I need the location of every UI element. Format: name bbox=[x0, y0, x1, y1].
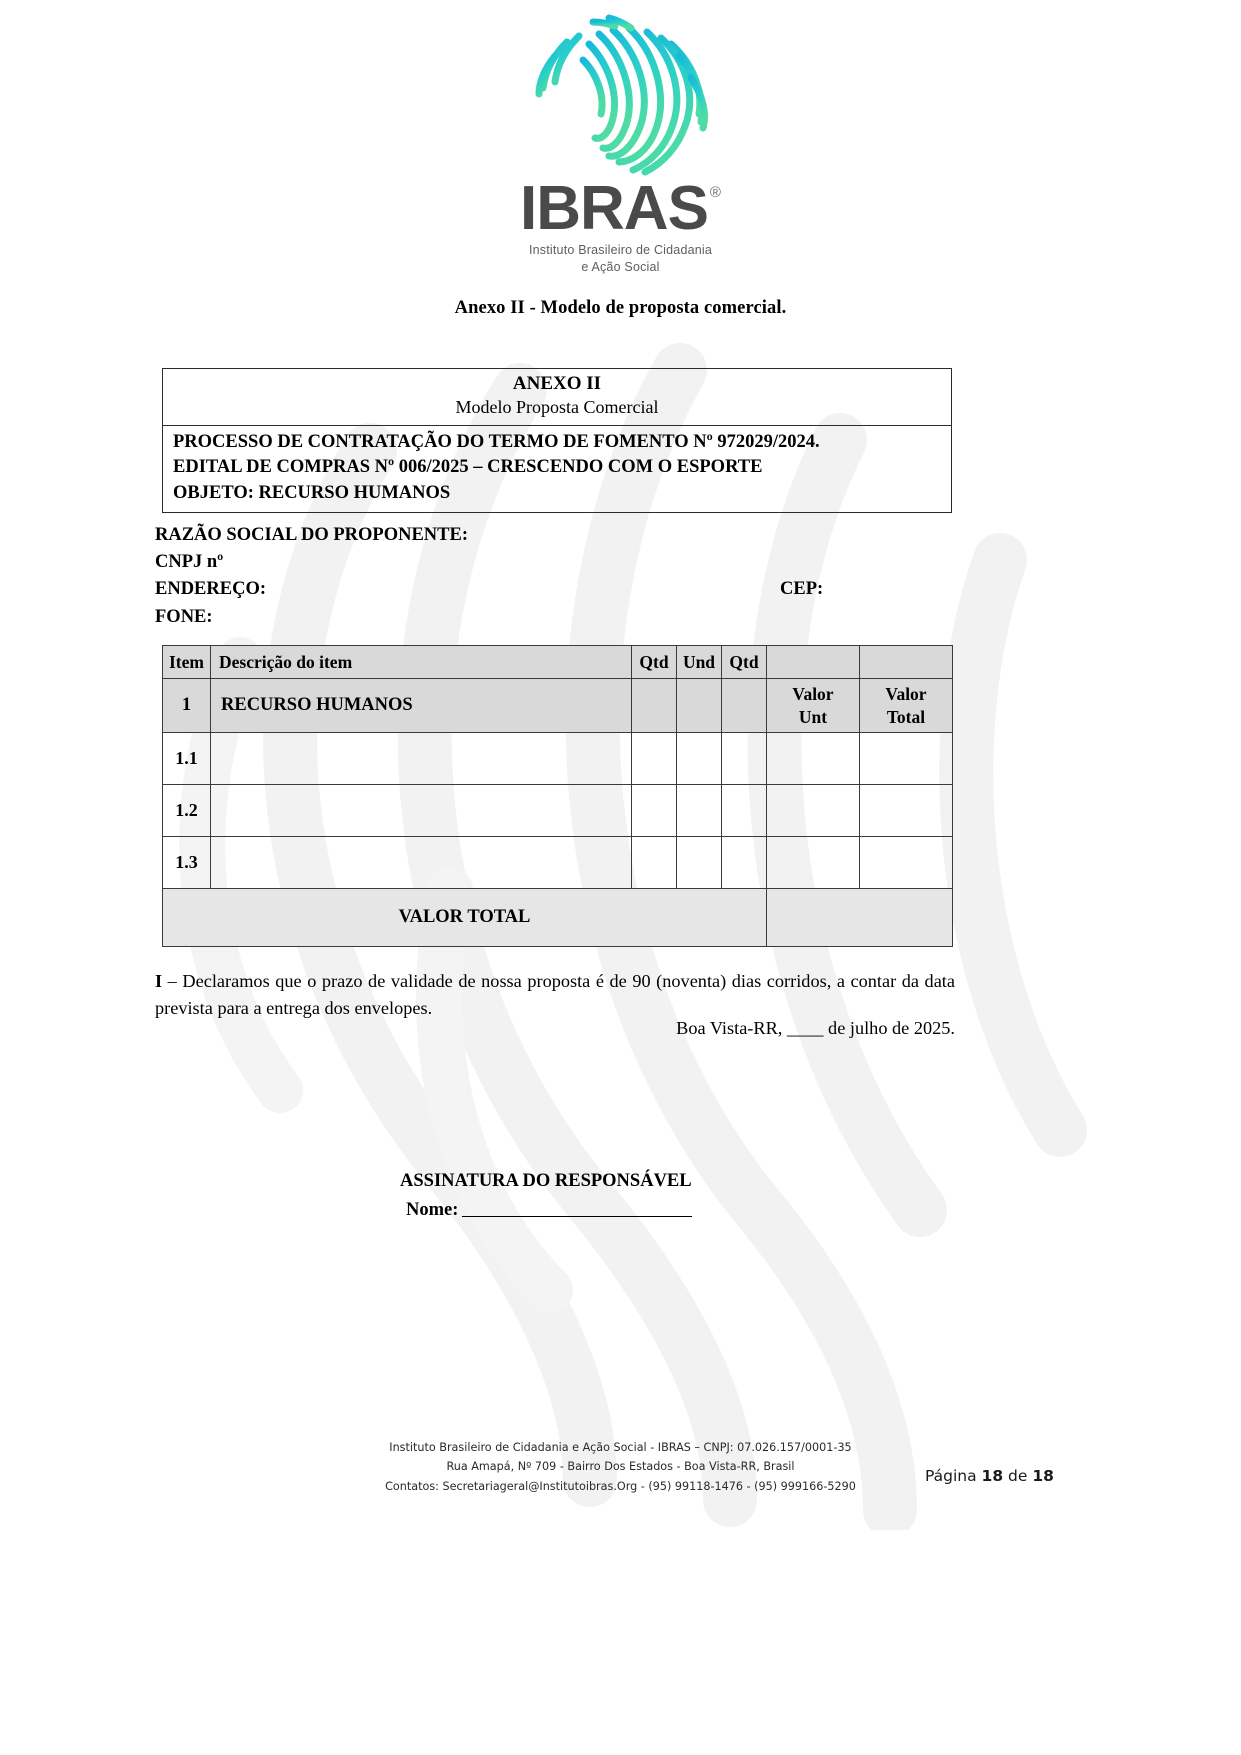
cell-item-1-1: 1.1 bbox=[163, 733, 211, 785]
cell-qtd2-1-3[interactable] bbox=[722, 837, 767, 889]
cell-und-1-2[interactable] bbox=[677, 785, 722, 837]
cell-descricao-1-2[interactable] bbox=[211, 785, 632, 837]
cell-valor-unt-header bbox=[767, 679, 860, 733]
cell-valor-total-1-1[interactable] bbox=[860, 733, 953, 785]
declaration-paragraph bbox=[155, 968, 955, 1023]
cell-qtd2-1-2[interactable] bbox=[722, 785, 767, 837]
cell-und-1-1[interactable] bbox=[677, 733, 722, 785]
cell-item-1: 1 bbox=[163, 679, 211, 733]
table-row bbox=[163, 837, 953, 889]
cell-valor-unt-1-3[interactable] bbox=[767, 837, 860, 889]
page-mid: de bbox=[1003, 1467, 1033, 1485]
footer-line-1: Instituto Brasileiro de Cidadania e Ação Social - IBRAS – CNPJ: 07.026.157/0001-35 bbox=[389, 1441, 852, 1454]
cell-item-1-2: 1.2 bbox=[163, 785, 211, 837]
cell-valor-total-1-2[interactable] bbox=[860, 785, 953, 837]
th-valor-unt-blank bbox=[767, 646, 860, 679]
signature-name-row bbox=[400, 1196, 692, 1225]
cnpj-label: CNPJ nº bbox=[155, 552, 224, 573]
cell-item-1-3: 1.3 bbox=[163, 837, 211, 889]
anexo-title-block bbox=[163, 369, 951, 425]
cell-qtd1-1-1[interactable] bbox=[632, 733, 677, 785]
th-valor-total-blank bbox=[860, 646, 953, 679]
cell-valor-unt-1-2[interactable] bbox=[767, 785, 860, 837]
cell-qtd1-1-3[interactable] bbox=[632, 837, 677, 889]
anexo-details-block bbox=[163, 426, 951, 513]
logo-wordmark: IBRAS bbox=[520, 174, 708, 243]
cell-und-1[interactable] bbox=[677, 679, 722, 733]
th-item: Item bbox=[163, 646, 211, 679]
edital-line: EDITAL DE COMPRAS Nº 006/2025 – CRESCENDO COM O ESPORTE bbox=[173, 457, 763, 478]
cell-valor-total-header bbox=[860, 679, 953, 733]
field-cnpj bbox=[155, 549, 955, 576]
logo-subtitle-line1: Instituto Brasileiro de Cidadania bbox=[528, 242, 713, 257]
declaration-marker: I bbox=[155, 971, 163, 991]
proposal-items-table bbox=[162, 645, 953, 947]
signature-name-input[interactable] bbox=[462, 1216, 692, 1217]
page-prefix: Página bbox=[925, 1467, 982, 1485]
registered-trademark-icon: ® bbox=[709, 184, 721, 201]
cell-qtd1-1-2[interactable] bbox=[632, 785, 677, 837]
field-razao-social bbox=[155, 522, 955, 549]
signature-block bbox=[400, 1167, 692, 1224]
cell-qtd2-1[interactable] bbox=[722, 679, 767, 733]
page-total: 18 bbox=[1032, 1467, 1054, 1485]
proponent-fields bbox=[155, 522, 955, 631]
footer-line-3: Contatos: Secretariageral@Institutoibras.Org - (95) 99118-1476 - (95) 999166-5290 bbox=[385, 1479, 856, 1493]
footer-contact-block bbox=[385, 1438, 856, 1496]
logo-header bbox=[0, 8, 1241, 276]
fingerprint-brazil-icon bbox=[521, 8, 721, 178]
declaration-text: – Declaramos que o prazo de validade de nossa proposta é de 90 (noventa) dias corridos, a contar da data prevista para a entrega dos envelopes. bbox=[155, 971, 955, 1019]
logo-subtitle-line2: e Ação Social bbox=[581, 259, 660, 274]
cell-valor-total-1-3[interactable] bbox=[860, 837, 953, 889]
valor-total-label: VALOR TOTAL bbox=[163, 889, 767, 947]
anexo-header-box bbox=[162, 368, 952, 513]
page-title: Anexo II - Modelo de proposta comercial. bbox=[454, 298, 787, 318]
cell-qtd1-1[interactable] bbox=[632, 679, 677, 733]
cell-descricao-1-3[interactable] bbox=[211, 837, 632, 889]
table-row bbox=[163, 785, 953, 837]
th-und: Und bbox=[677, 646, 722, 679]
th-qtd-2: Qtd bbox=[722, 646, 767, 679]
page-footer bbox=[0, 1438, 1241, 1496]
signature-title: ASSINATURA DO RESPONSÁVEL bbox=[400, 1171, 692, 1191]
th-qtd-1: Qtd bbox=[632, 646, 677, 679]
cell-und-1-3[interactable] bbox=[677, 837, 722, 889]
table-total-row bbox=[163, 889, 953, 947]
objeto-line: OBJETO: RECURSO HUMANOS bbox=[173, 482, 451, 503]
th-descricao: Descrição do item bbox=[211, 646, 632, 679]
valor-unt-line1: Valor bbox=[792, 683, 834, 704]
valor-total-line1: Valor bbox=[885, 683, 927, 704]
page-current: 18 bbox=[981, 1467, 1004, 1485]
cell-descricao-1: RECURSO HUMANOS bbox=[211, 679, 632, 733]
anexo-subtitle: Modelo Proposta Comercial bbox=[455, 397, 659, 418]
cell-qtd2-1-1[interactable] bbox=[722, 733, 767, 785]
endereco-label: ENDEREÇO: bbox=[155, 579, 267, 600]
city-date-line: Boa Vista-RR, ____ de julho de 2025. bbox=[676, 1018, 955, 1038]
table-row bbox=[163, 733, 953, 785]
cell-descricao-1-1[interactable] bbox=[211, 733, 632, 785]
processo-line: PROCESSO DE CONTRATAÇÃO DO TERMO DE FOMENTO Nº 972029/2024. bbox=[173, 431, 820, 452]
footer-line-2: Rua Amapá, Nº 709 - Bairro Dos Estados - Boa Vista-RR, Brasil bbox=[446, 1460, 795, 1474]
fone-label: FONE: bbox=[155, 606, 213, 627]
logo-subtitle bbox=[529, 242, 712, 276]
cell-valor-unt-1-1[interactable] bbox=[767, 733, 860, 785]
field-endereco bbox=[155, 576, 955, 603]
signature-name-label: Nome: bbox=[406, 1199, 459, 1220]
anexo-label: ANEXO II bbox=[512, 373, 602, 394]
valor-total-line2: Total bbox=[886, 706, 926, 727]
valor-unt-line2: Unt bbox=[798, 706, 828, 727]
razao-social-label: RAZÃO SOCIAL DO PROPONENTE: bbox=[155, 525, 468, 545]
field-fone bbox=[155, 604, 955, 631]
cep-label: CEP: bbox=[780, 579, 824, 600]
page-number bbox=[925, 1467, 1054, 1485]
table-header-row bbox=[163, 646, 953, 679]
valor-total-value[interactable] bbox=[767, 889, 953, 947]
table-row bbox=[163, 679, 953, 733]
